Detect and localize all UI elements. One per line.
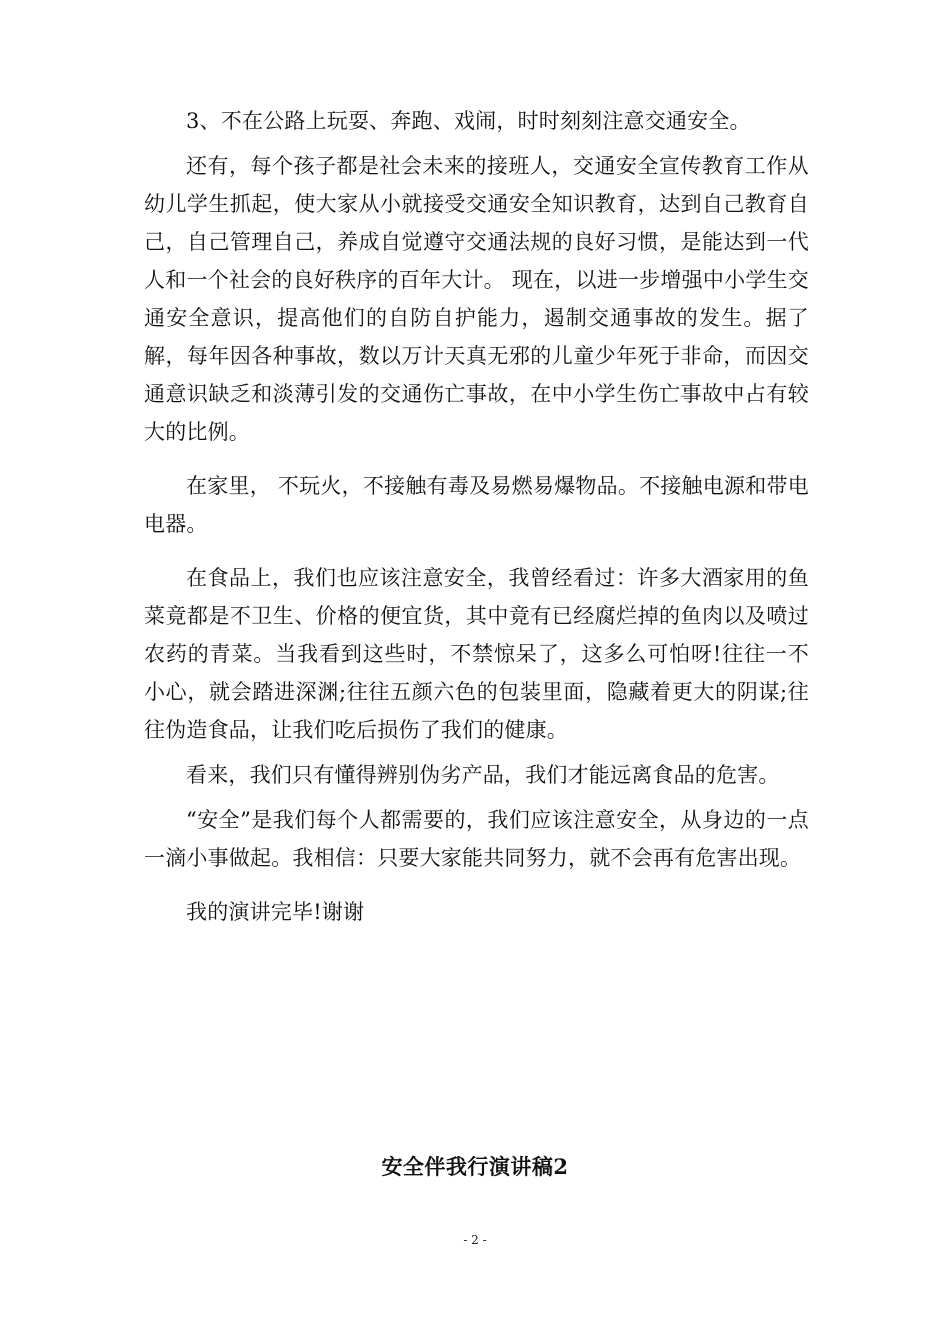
- paragraph-home-safety: 在家里， 不玩火，不接触有毒及易燃易爆物品。不接触电源和带电电器。: [144, 474, 809, 536]
- page-number: - 2 -: [463, 1233, 487, 1247]
- paragraph-speech-closing: 我的演讲完毕!谢谢: [186, 900, 365, 924]
- section-title: 安全伴我行演讲稿2: [381, 1154, 569, 1179]
- paragraph-safety-conclusion: “安全”是我们每个人都需要的，我们应该注意安全，从身边的一点一滴小事做起。我相信：只要大家能共同努力，就不会再有危害出现。: [144, 808, 809, 870]
- paragraph-traffic-education: 还有，每个孩子都是社会未来的接班人，交通安全宣传教育工作从幼儿学生抓起，使大家从小就接受交通安全知识教育，达到自己教育自己，自己管理自己，养成自觉遵守交通法规的良好习惯，是能达到一代人和一个社会的良好秩序的百年大计。 现在，以进一步增强中小学生交通安全意识，提高他们的自防自护能力，遏制交通事故的发生。据了解，每年因各种事故，数以万计天真无邪的儿童少年死于非命，而因交通意识缺乏和淡薄引发的交通伤亡事故，在中小学生伤亡事故中占有较大的比例。: [144, 154, 809, 444]
- paragraph-food-safety: 在食品上，我们也应该注意安全，我曾经看过：许多大酒家用的鱼菜竟都是不卫生、价格的便宜货，其中竟有已经腐烂掉的鱼肉以及喷过农药的青菜。当我看到这些时，不禁惊呆了，这多么可怕呀!往往一不小心，就会踏进深渊;往往五颜六色的包装里面，隐藏着更大的阴谋;往往伪造食品，让我们吃后损伤了我们的健康。: [144, 566, 809, 742]
- document-body: [144, 102, 809, 931]
- paragraph-traffic-rule-3: 3、不在公路上玩耍、奔跑、戏闹，时时刻刻注意交通安全。: [186, 109, 751, 133]
- paragraph-identify-fakes: 看来，我们只有懂得辨别伪劣产品，我们才能远离食品的危害。: [186, 763, 780, 787]
